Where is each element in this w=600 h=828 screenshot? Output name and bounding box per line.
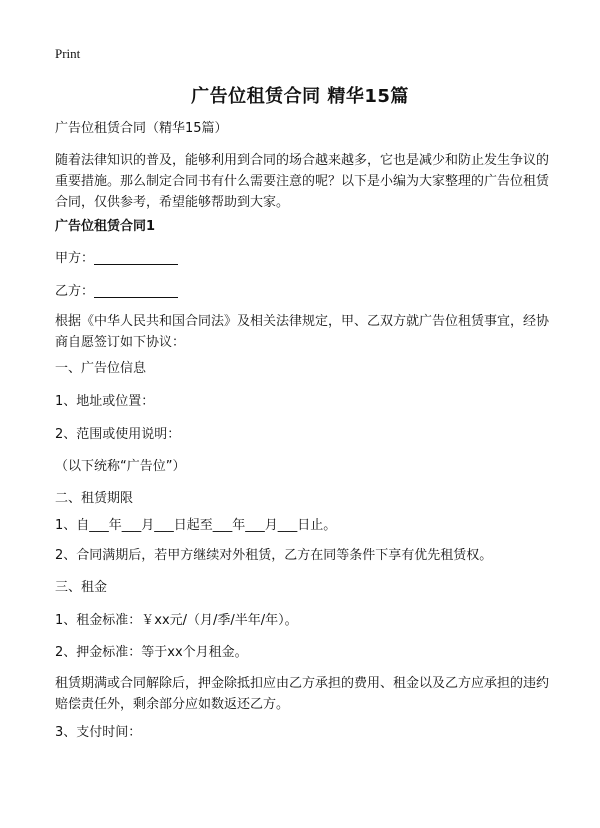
document-subtitle: 广告位租赁合同（精华15篇） (55, 121, 228, 136)
party-a-line (55, 248, 555, 269)
party-b-line (55, 281, 555, 302)
section-1-item-2: 2、范围或使用说明： (55, 427, 181, 442)
section-1-item-1: 1、地址或位置： (55, 394, 155, 409)
party-a-label: 甲方： (55, 251, 95, 266)
party-b-blank (94, 283, 178, 298)
section-2-item-2: 2、合同满期后，若甲方继续对外租赁，乙方在同等条件下享有优先租赁权。 (55, 548, 493, 563)
section-3-item-1: 1、租金标准：￥xx元/（月/季/半年/年）。 (55, 613, 298, 628)
section-3-item-3: 3、支付时间： (55, 725, 142, 740)
section-3-heading: 三、租金 (55, 580, 108, 595)
print-link[interactable]: Print (55, 46, 81, 61)
document-title: 广告位租赁合同 精华15篇 (191, 86, 409, 107)
intro-paragraph: 随着法律知识的普及，能够利用到合同的场合越来越多，它也是减少和防止发生争议的重要措施。那么制定合同书有什么需要注意的呢？以下是小编为大家整理的广告位租赁合同，仅供参考，希望能够帮助到大家。 (55, 153, 550, 210)
section-3-paragraph: 租赁期满或合同解除后，押金除抵扣应由乙方承担的费用、租金以及乙方应承担的违约赔偿责任外，剩余部分应如数返还乙方。 (55, 676, 550, 712)
preamble-paragraph: 根据《中华人民共和国合同法》及相关法律规定，甲、乙双方就广告位租赁事宜，经协商自愿签订如下协议： (55, 314, 550, 350)
party-b-label: 乙方： (55, 284, 95, 299)
section-1-heading: 一、广告位信息 (55, 361, 147, 376)
section-2-item-1: 1、自___年___月___日起至___年___月___日止。 (55, 518, 337, 533)
section-3-item-2: 2、押金标准：等于xx个月租金。 (55, 645, 248, 660)
party-a-blank (94, 250, 178, 265)
section-1-note: （以下统称“广告位”） (55, 459, 186, 474)
section-heading: 广告位租赁合同1 (55, 219, 156, 234)
section-2-heading: 二、租赁期限 (55, 491, 134, 506)
